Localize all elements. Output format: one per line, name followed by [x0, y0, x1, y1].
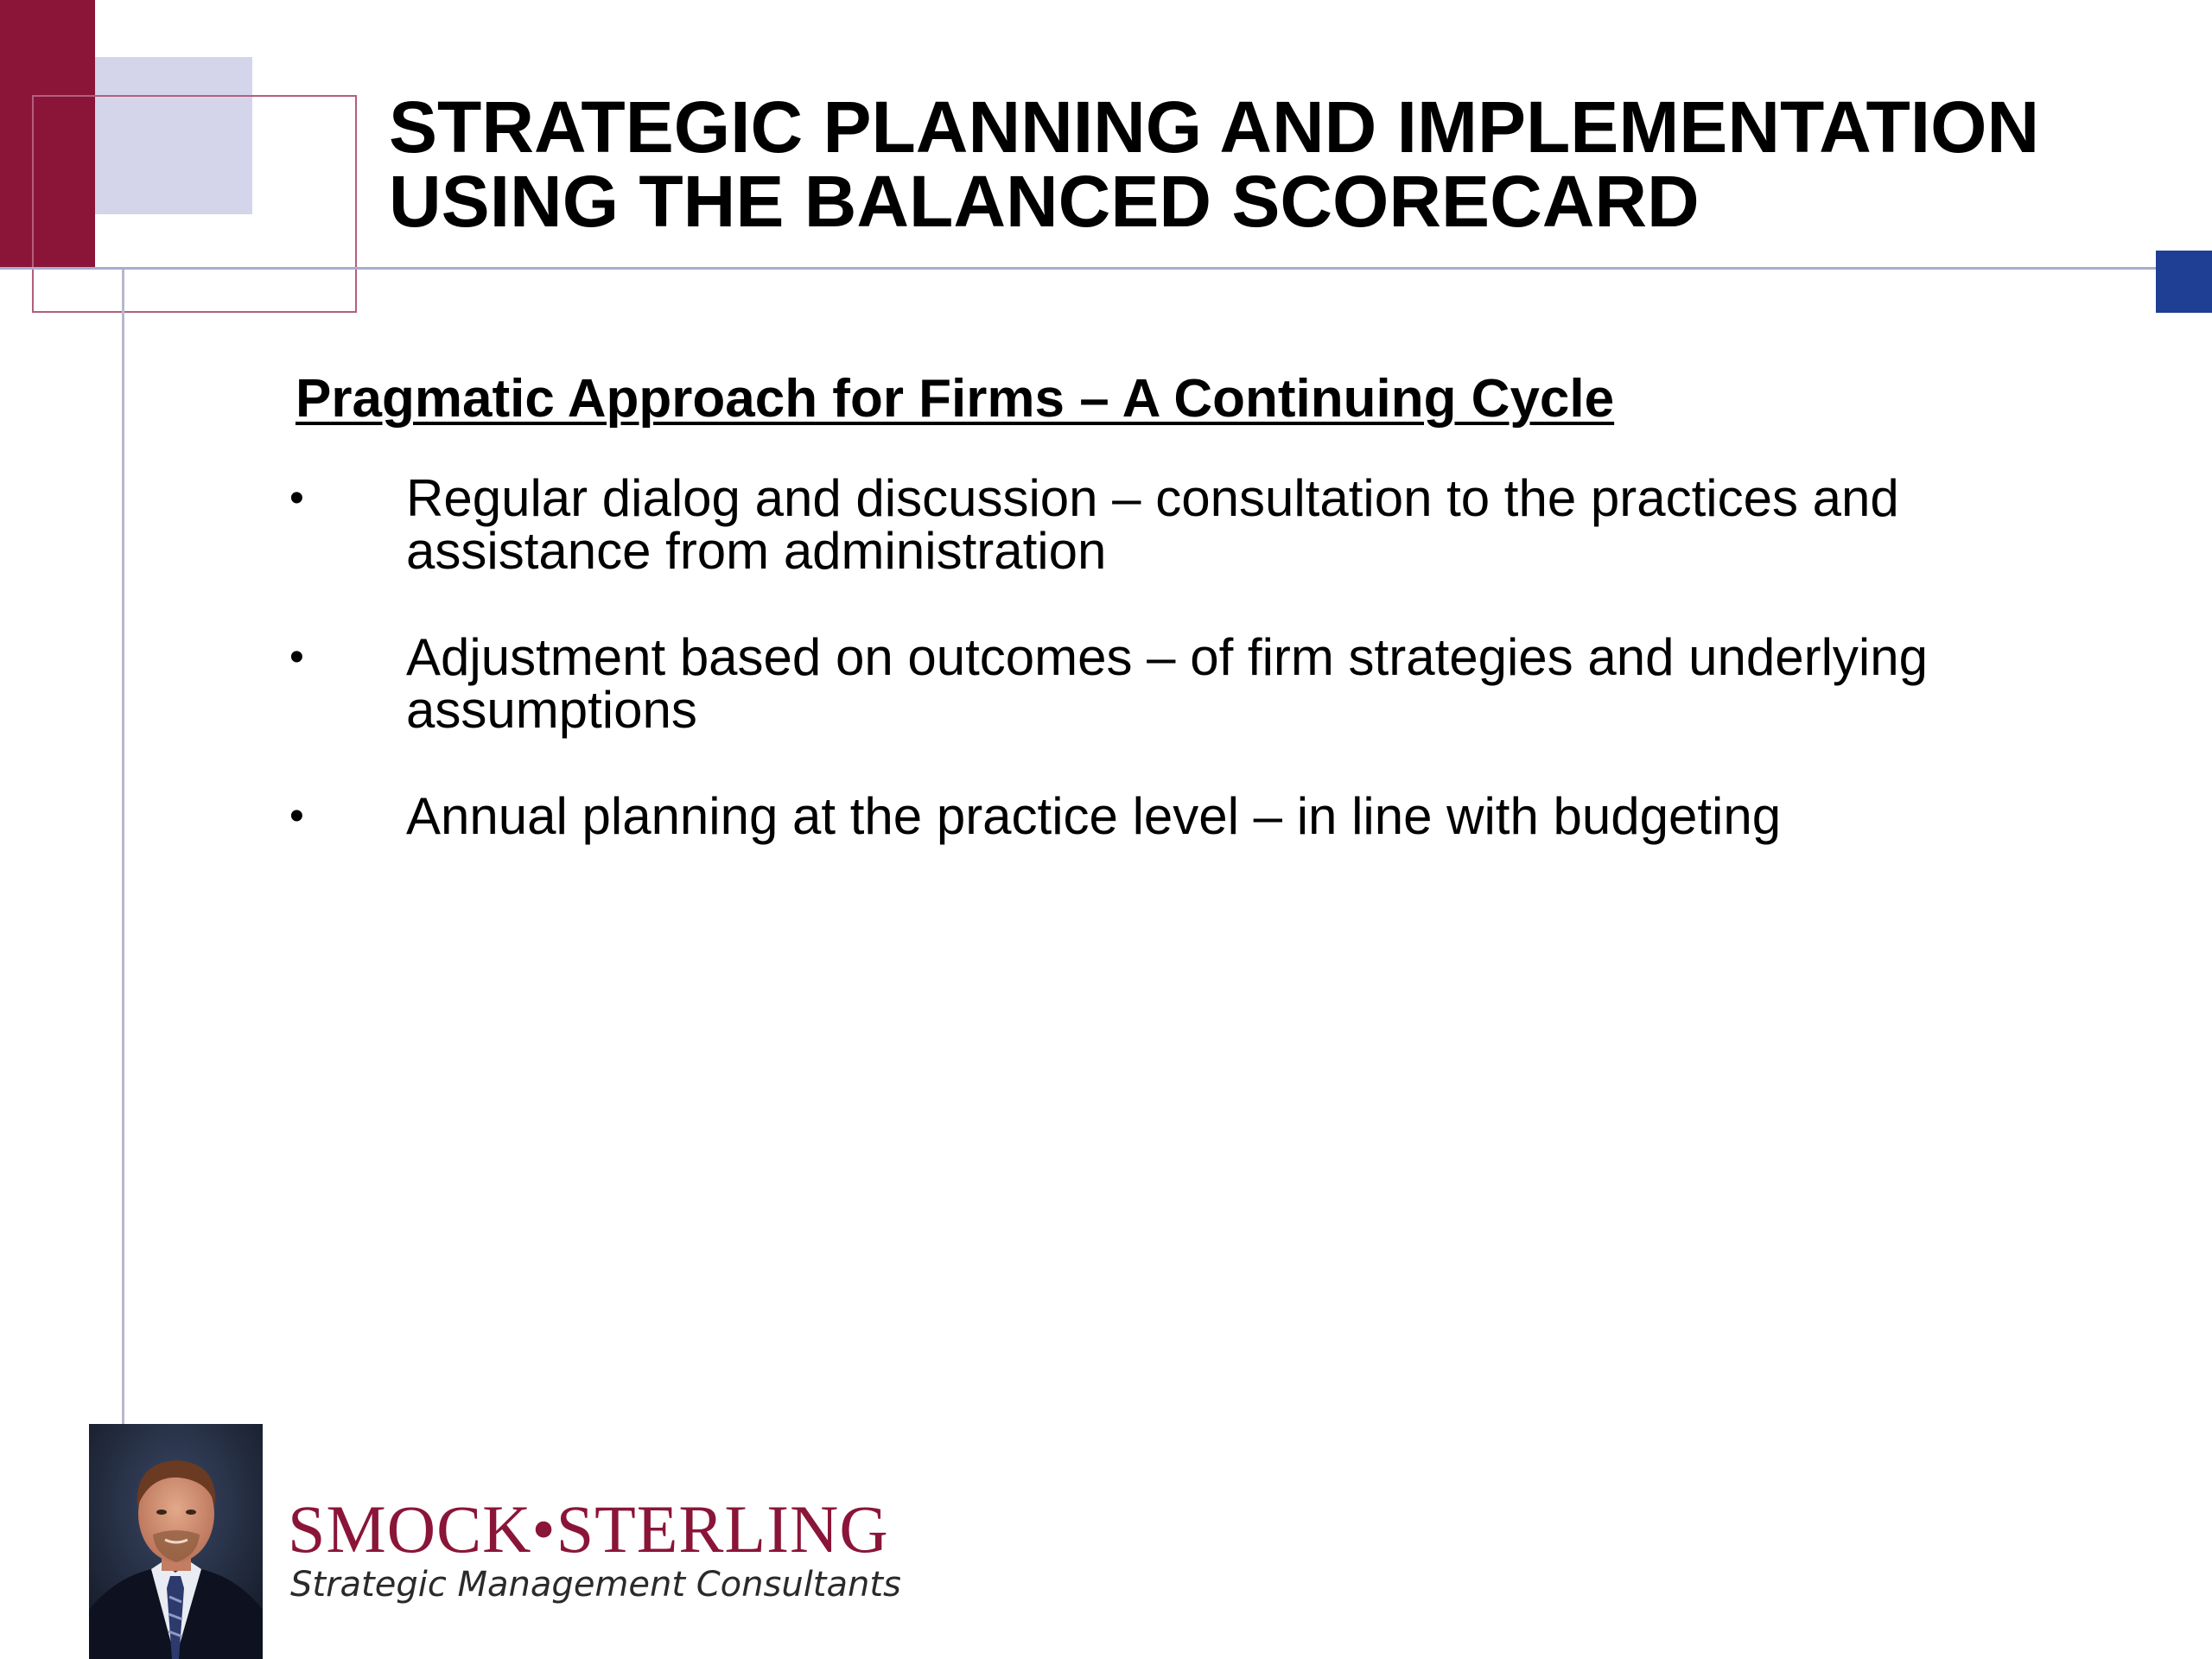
left-vertical-rule [122, 270, 124, 1424]
presenter-headshot-photo [89, 1424, 263, 1659]
company-logo-wordmark: SMOCK•STERLING [288, 1491, 889, 1567]
bullet-item [289, 787, 2147, 845]
bullet-marker: • [289, 793, 304, 839]
bullet-text: Annual planning at the practice level – in line with budgeting [406, 787, 1782, 845]
company-tagline: Strategic Management Consultants [290, 1565, 901, 1605]
bullet-item [289, 469, 2147, 580]
bullet-marker: • [289, 634, 304, 680]
presenter-portrait-graphic [89, 1424, 263, 1659]
slide-title: STRATEGIC PLANNING AND IMPLEMENTATION USING THE BALANCED SCORECARD [389, 86, 2040, 242]
section-heading: Pragmatic Approach for Firms – A Continuing Cycle [296, 369, 1615, 429]
bullet-item [289, 628, 2147, 739]
outline-accent-frame [32, 95, 357, 313]
bullet-text: Regular dialog and discussion – consultation to the practices and assistance from administration [406, 469, 1899, 580]
header-divider-line [0, 267, 2160, 270]
bullet-list [289, 469, 2147, 896]
bullet-text: Adjustment based on outcomes – of firm strategies and underlying assumptions [406, 628, 1928, 739]
bullet-marker: • [289, 475, 304, 521]
navy-accent-block [2156, 251, 2212, 313]
